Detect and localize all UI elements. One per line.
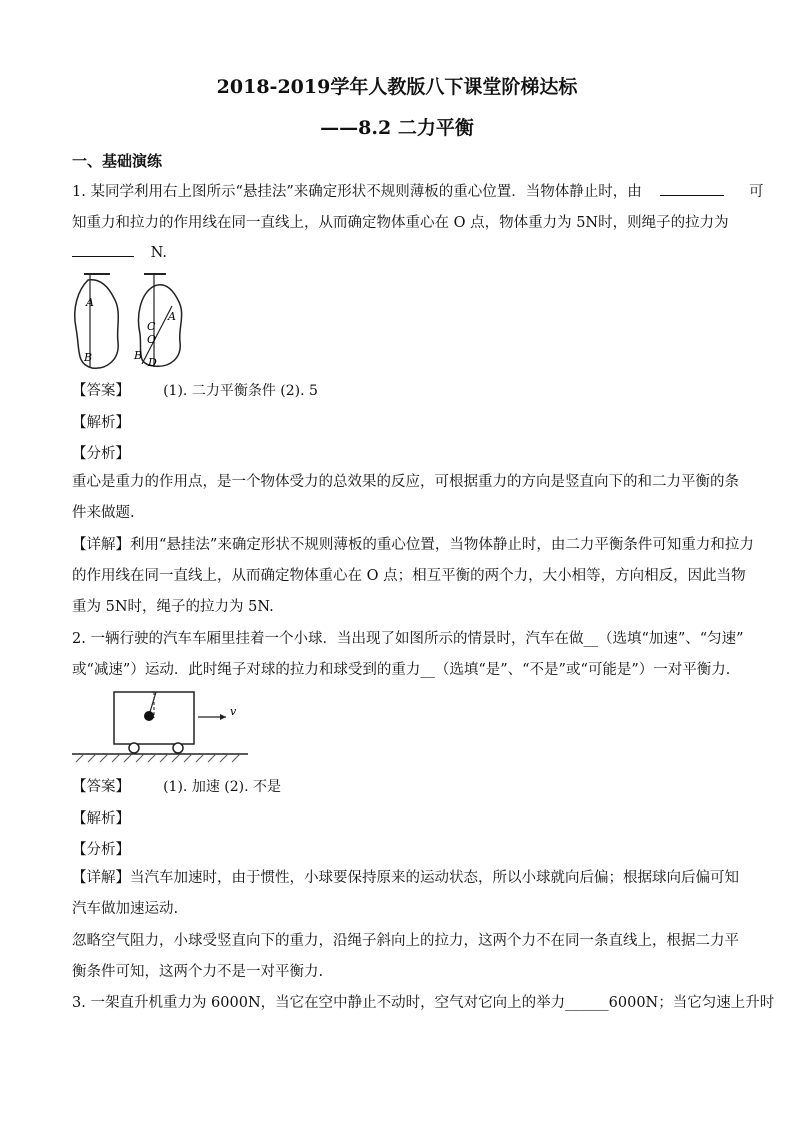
q1-analysis-line2: 件来做题.	[72, 505, 135, 521]
q1-figure-label: C	[147, 320, 156, 333]
q2-detail-line4: 衡条件可知，这两个力不是一对平衡力.	[72, 964, 324, 980]
q1-detail-line1	[72, 535, 754, 555]
q2-figure	[72, 688, 272, 768]
q1-blank-2	[72, 256, 134, 257]
q1-blank-1	[660, 195, 724, 196]
q1-figure-plate-left	[75, 280, 119, 369]
q1-line2: 知重力和拉力的作用线在同一直线上，从而确定物体重心在 O 点，物体重力为 5N时，则绳子的拉力为	[72, 215, 729, 231]
q1-figure-plate-right	[139, 285, 182, 366]
q2-figure-string	[150, 692, 156, 712]
q2-detail-line1	[72, 868, 739, 888]
q2-figure-label: v	[230, 705, 237, 718]
q1-jiexi: 【解析】	[72, 415, 130, 431]
answer-text: (1). 二力平衡条件 (2). 5	[163, 383, 318, 399]
q2-figure-wheel-right	[173, 743, 183, 753]
doc-subtitle: ——8.2 二力平衡	[320, 117, 474, 139]
q2-answer	[72, 775, 281, 796]
detail-tag: 【详解】	[72, 870, 130, 886]
q1-line1-tail: 可	[749, 184, 764, 200]
q2-figure-arrowhead	[220, 714, 226, 720]
q1-figure-label: D	[148, 356, 157, 369]
q1-figure-label: B	[84, 351, 93, 364]
q1-line3	[72, 243, 167, 263]
detail-tag: 【详解】	[72, 537, 130, 553]
q1-figure-label: A	[168, 310, 176, 323]
q1-line1-text: 1. 某同学利用右上图所示“悬挂法”来确定形状不规则薄板的重心位置．当物体静止时，由	[72, 184, 642, 200]
q1-figure-label: B	[134, 349, 143, 362]
q2-jiexi: 【解析】	[72, 811, 130, 827]
q2-fenxi: 【分析】	[72, 842, 130, 858]
doc-title: 2018-2019学年人教版八下课堂阶梯达标	[216, 76, 578, 98]
q1-figure-label: O	[147, 333, 157, 346]
q1-answer	[72, 379, 318, 400]
answer-tag: 【答案】	[72, 383, 130, 399]
q1-figure-label: A	[86, 296, 94, 309]
detail-text: 当汽车加速时，由于惯性，小球要保持原来的运动状态，所以小球就向后偏；根据球向后偏可知	[130, 870, 739, 886]
answer-tag: 【答案】	[72, 779, 130, 795]
q2-line1: 2. 一辆行驶的汽车车厢里挂着一个小球．当出现了如图所示的情景时，汽车在做__（选填“加速”、“匀速”	[72, 631, 744, 647]
q2-figure-ground-hatch	[76, 754, 240, 762]
answer-text: (1). 加速 (2). 不是	[163, 779, 282, 795]
q1-detail-line3: 重为 5N时，绳子的拉力为 5N.	[72, 599, 274, 615]
q1-line1	[72, 182, 764, 202]
q1-fenxi: 【分析】	[72, 446, 130, 462]
q2-detail-line3: 忽略空气阻力，小球受竖直向下的重力，沿绳子斜向上的拉力，这两个力不在同一条直线上，根据二力平	[72, 933, 739, 949]
q2-figure-ball	[144, 711, 154, 721]
q2-line2: 或“减速”）运动．此时绳子对球的拉力和球受到的重力__（选填“是”、“不是”或“可能是”）一对平衡力．	[72, 662, 741, 678]
q1-figure	[70, 268, 195, 373]
detail-text: 利用“悬挂法”来确定形状不规则薄板的重心位置，当物体静止时，由二力平衡条件可知重力和拉力	[130, 537, 754, 553]
q1-analysis-line1: 重心是重力的作用点，是一个物体受力的总效果的反应，可根据重力的方向是竖直向下的和二力平衡的条	[72, 474, 739, 490]
q2-detail-line2: 汽车做加速运动.	[72, 901, 179, 917]
q2-figure-wheel-left	[129, 743, 139, 753]
q3-line1: 3. 一架直升机重力为 6000N，当它在空中静止不动时，空气对它向上的举力______6000N；当它匀速上升时	[72, 995, 775, 1011]
q1-unit: N.	[150, 245, 167, 261]
section-heading: 一、基础演练	[72, 152, 163, 170]
q1-detail-line2: 的作用线在同一直线上，从而确定物体重心在 O 点；相互平衡的两个力，大小相等，方向相反，因此当物	[72, 568, 746, 584]
